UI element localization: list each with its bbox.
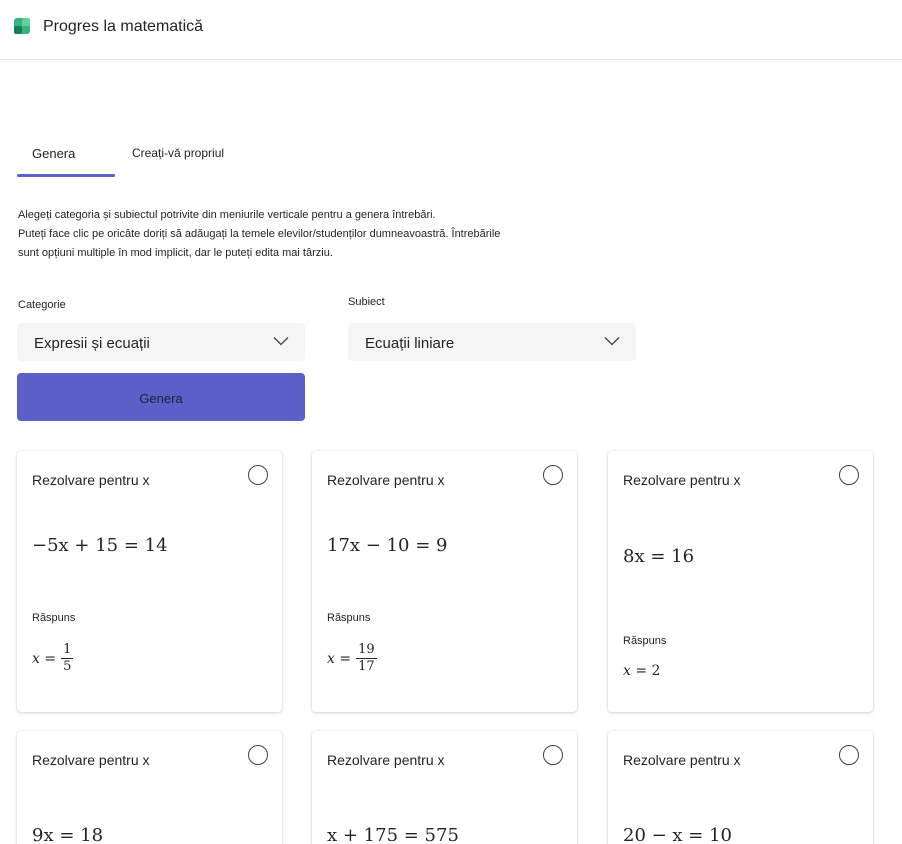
generate-button[interactable]	[17, 373, 305, 421]
answer-fraction	[61, 642, 73, 675]
select-radio[interactable]	[543, 745, 563, 765]
question-card[interactable]	[608, 731, 873, 844]
select-radio[interactable]	[543, 465, 563, 485]
question-equation: −5x + 15 = 14	[32, 535, 168, 556]
question-equation: 17x − 10 = 9	[327, 535, 448, 556]
fraction-denominator: 5	[63, 659, 72, 674]
question-equation: 8x = 16	[623, 546, 695, 567]
question-card[interactable]	[17, 451, 282, 712]
subject-dropdown[interactable]	[348, 323, 636, 361]
instructions-line: Puteți face clic pe oricâte doriți să adăugați la temele elevilor/studenților dumneavoastră. Întrebările	[18, 228, 501, 240]
question-title: Rezolvare pentru x	[623, 752, 741, 768]
tab-create-your-own[interactable]: Creați-vă propriul	[132, 146, 225, 160]
select-radio[interactable]	[248, 465, 268, 485]
question-card[interactable]	[17, 731, 282, 844]
instructions-text	[18, 206, 500, 263]
generate-button-label: Genera	[139, 391, 183, 406]
chevron-down-icon	[273, 336, 289, 346]
answer-fraction	[356, 642, 377, 675]
answer-label: Răspuns	[623, 635, 667, 647]
question-equation: 20 − x = 10	[623, 825, 733, 844]
select-radio[interactable]	[248, 745, 268, 765]
select-radio[interactable]	[839, 745, 859, 765]
fraction-denominator: 17	[358, 659, 375, 674]
app-title: Progres la matematică	[43, 18, 204, 35]
question-title: Rezolvare pentru x	[327, 752, 445, 768]
question-title: Rezolvare pentru x	[327, 472, 445, 488]
answer-variable: x	[32, 650, 40, 667]
question-card[interactable]	[312, 731, 577, 844]
answer-value: x = $\frac{1}{5}$	[32, 642, 72, 674]
answer-label: Răspuns	[327, 612, 371, 624]
tab-generate[interactable]: Genera	[32, 146, 76, 161]
fraction-numerator: 1	[63, 642, 72, 657]
instructions-line: sunt opțiuni multiple în mod implicit, dar le puteți edita mai târziu.	[18, 247, 333, 259]
tab-selected-indicator	[17, 174, 115, 177]
select-radio[interactable]	[839, 465, 859, 485]
question-card[interactable]	[312, 451, 577, 712]
instructions-line: Alegeți categoria și subiectul potrivite din meniurile verticale pentru a genera întrebări.	[18, 209, 436, 221]
answer-number: 2	[651, 663, 661, 679]
answer-variable: x	[327, 650, 335, 667]
question-title: Rezolvare pentru x	[32, 752, 150, 768]
chevron-down-icon	[604, 336, 620, 346]
category-selected-value: Expresii și ecuații	[34, 335, 150, 352]
subject-selected-value: Ecuații liniare	[365, 335, 455, 352]
answer-value: x = 2	[623, 663, 661, 679]
app-header	[0, 0, 902, 60]
question-title: Rezolvare pentru x	[32, 472, 150, 488]
question-title: Rezolvare pentru x	[623, 472, 741, 488]
answer-value: x = $\frac{19}{17}$	[327, 642, 375, 674]
question-equation: 9x = 18	[32, 825, 104, 844]
question-card[interactable]	[608, 451, 873, 712]
answer-variable: x	[623, 663, 631, 679]
math-progress-logo-icon	[14, 18, 30, 34]
category-label: Categorie	[18, 299, 66, 311]
category-dropdown[interactable]	[17, 323, 305, 361]
question-equation: x + 175 = 575	[327, 825, 459, 844]
subject-label: Subiect	[348, 296, 385, 308]
fraction-numerator: 19	[358, 642, 375, 657]
answer-label: Răspuns	[32, 612, 76, 624]
